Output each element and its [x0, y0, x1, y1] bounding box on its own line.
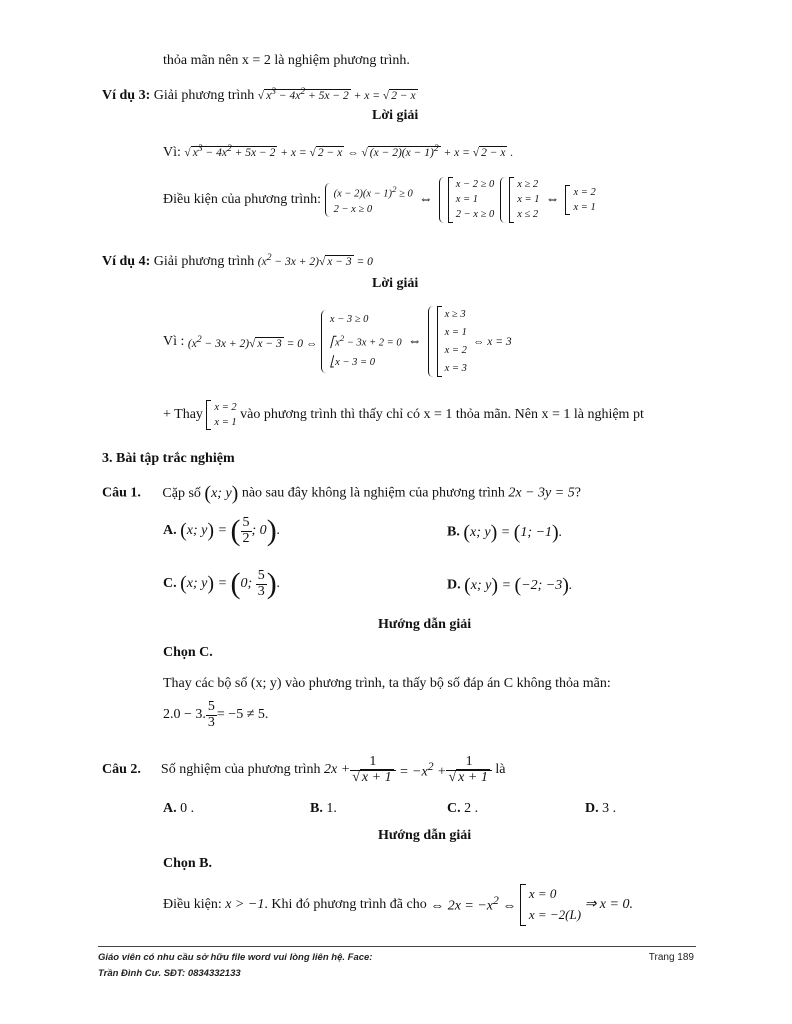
q2-roots: x = 0 x = −2(L) — [520, 884, 581, 926]
because-label: Vì: — [163, 144, 181, 160]
q2-guide-heading: Hướng dẫn giải — [378, 828, 472, 843]
substitute-rest: vào phương trình thì thấy chỉ có x = 1 thỏa mãn. Nên x = 1 là nghiệm pt — [240, 407, 644, 423]
example-3-label: Ví dụ 3: — [102, 87, 151, 103]
q2-condition-rest: . Khi đó phương trình đã cho — [264, 896, 427, 912]
question-1-label: Câu 1. — [102, 485, 141, 501]
condition-label: Điều kiện của phương trình: — [163, 191, 322, 207]
question-2-label: Câu 2. — [102, 762, 141, 778]
q2-option-b: B. 1. — [310, 801, 337, 816]
example-3-condition: Điều kiện của phương trình: $(x - 2)(x - 1)^2 \ge 0$ 2 − x ≥ 0 ⇔ x − 2 ≥ 0 x = 1 2 − x ≥ 0 x ≥ 2 x = 1 x ≤ 2 ⇔ x = 2 x = 1 — [163, 177, 596, 223]
example-3-transform: √ $x^3 - 4x^2 + 5x - 2 + x$ = √ 2 − x ⇔ √ $(x - 2)(x - 1)^2 + x$ = √ 2 − x . — [184, 143, 514, 159]
q1-answer: Chọn C. — [163, 645, 213, 660]
question-1: Câu 1. Cặp số (x; y) nào sau đây không là nghiệm của phương trình 2x − 3y = 5? — [102, 482, 581, 504]
question-1-text-b: nào sau đây không là nghiệm của phương trình — [241, 485, 505, 501]
example-4-solution-heading: Lời giải — [372, 276, 419, 291]
q1-option-c: C. (x; y) = (0; $\frac{5}{3}$ ). — [163, 567, 281, 600]
example-4-substitute — [163, 400, 644, 430]
footer-line-2: Trần Đình Cư. SĐT: 0834332133 — [98, 968, 241, 979]
example-3-equation: √ $x^3 - 4x^2 + 5x - 2 + x$ = √ 2 − x — [257, 86, 416, 102]
condition-system-3: x ≥ 2 x = 1 x ≤ 2 — [500, 177, 539, 223]
footer-divider — [98, 946, 696, 947]
question-1-text-a: Cặp số — [162, 485, 201, 501]
example-4-label: Ví dụ 4: — [102, 253, 151, 269]
condition-system-4: x = 2 x = 1 — [565, 185, 595, 215]
question-2-text-a: Số nghiệm của phương trình — [160, 762, 321, 778]
example-4-equation: $(x^2 - 3x + 2)√$ x − 3 = 0 — [257, 252, 373, 268]
q1-option-b: B. (x; y) = (1; −1). — [447, 521, 563, 543]
question-2-text-b: là — [495, 762, 506, 778]
example-4-system-1: x − 3 ≥ 0 $⎡x^2 - 3x + 2 = 0$ ⎣x − 3 = 0 — [321, 310, 402, 373]
question-2: Câu 2. Số nghiệm của phương trình 2x + $\frac{1}{√ x + 1}$ = $-x^2$ + $\frac{1}{√ x + 1}$ là — [102, 754, 506, 785]
previous-line: thỏa mãn nên x = 2 là nghiệm phương trình. — [163, 53, 410, 68]
q2-solution: Điều kiện: x > −1 . Khi đó phương trình đã cho ⇔ $2x = -x^2$ ⇔ x = 0 x = −2(L) ⇒ x = 0. — [163, 884, 633, 926]
q1-option-d: D. (x; y) = (−2; −3). — [447, 574, 573, 596]
example-4-statement — [102, 252, 373, 270]
because-label: Vì : — [163, 333, 185, 349]
q2-option-d: D. 3 . — [585, 801, 617, 816]
q1-guide-heading: Hướng dẫn giải — [378, 617, 472, 632]
q1-check: 2.0 − 3. $\frac{5}{3}$ = −5 ≠ 5. — [163, 699, 269, 730]
q2-answer: Chọn B. — [163, 856, 213, 871]
example-3-statement — [102, 86, 418, 104]
example-3-prompt: Giải phương trình — [153, 87, 255, 103]
condition-system-2: x − 2 ≥ 0 x = 1 2 − x ≥ 0 — [439, 177, 495, 223]
footer-line-1: Giáo viên có nhu cầu sở hữu file word vui lòng liên hệ. Face: — [98, 952, 373, 963]
q2-condition-label: Điều kiện: — [163, 896, 222, 912]
condition-system-1: $(x - 2)(x - 1)^2 \ge 0$ 2 − x ≥ 0 — [325, 183, 413, 217]
example-4-step-1: Vì : $(x^2 - 3x + 2)√$ x − 3 = 0 ⇔ x − 3 ≥ 0 $⎡x^2 - 3x + 2 = 0$ ⎣x − 3 = 0 ⇔ x ≥ 3 x = 1 x = 2 x = 3 ⇔ x = 3 — [163, 306, 512, 377]
example-3-step-1 — [163, 143, 513, 161]
example-4-system-2: x ≥ 3 x = 1 x = 2 x = 3 — [428, 306, 467, 377]
section-3-title: 3. Bài tập trắc nghiệm — [102, 451, 235, 466]
q1-explanation: Thay các bộ số (x; y) vào phương trình, ta thấy bộ số đáp án C không thỏa mãn: — [163, 676, 611, 691]
q2-option-c: C. 2 . — [447, 801, 479, 816]
q1-option-a: A. (x; y) = ( $\frac{5}{2}$ ; 0). — [163, 514, 281, 547]
page-number: Trang 189 — [648, 952, 694, 963]
substitute-label: + Thay — [163, 407, 203, 423]
substitute-roots: x = 2 x = 1 — [206, 400, 236, 430]
example-4-prompt: Giải phương trình — [153, 253, 255, 269]
q2-option-a: A. 0 . — [163, 801, 195, 816]
example-3-solution-heading: Lời giải — [372, 108, 419, 123]
